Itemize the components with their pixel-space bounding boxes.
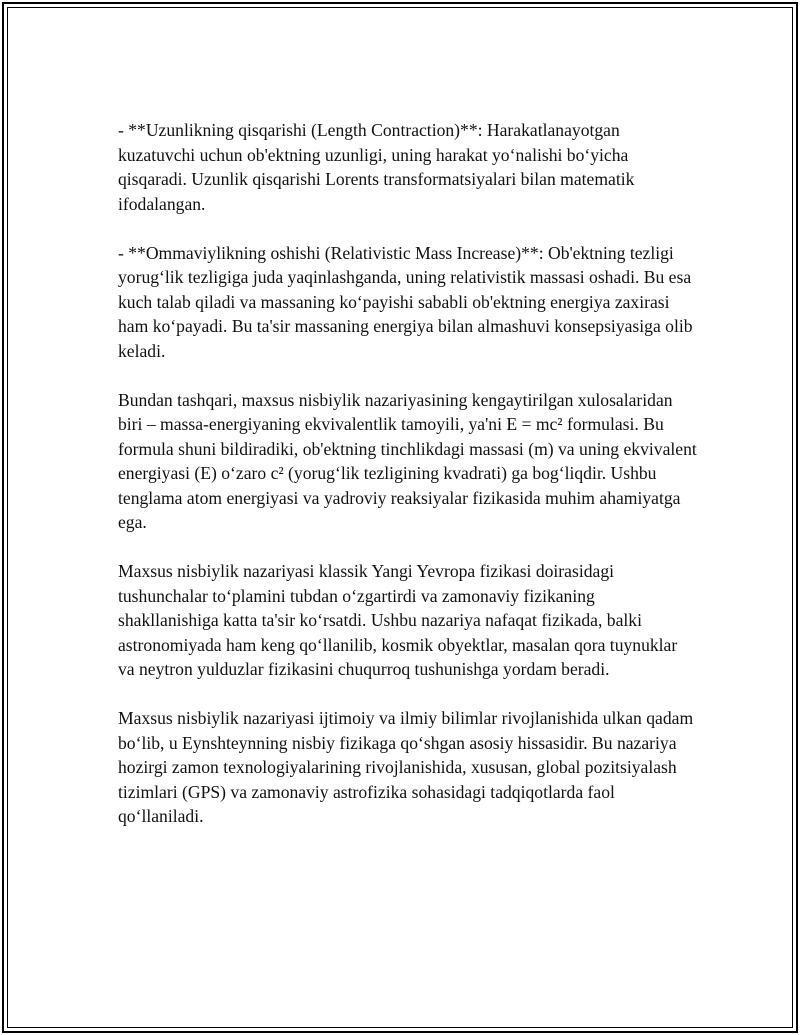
paragraph-mass-energy-equivalence: Bundan tashqari, maxsus nisbiylik nazariyasining kengaytirilgan xulosalaridan biri – massa-energiyaning ekvivalentlik tamoyili, ya'ni E = mc² formulasi. Bu formula shuni bildiradiki, ob'ektning tinchlikdagi massasi (m) va uning ekvivalent energiyasi (E) o‘zaro c² (yorug‘lik tezligining kvadrati) ga bog‘liqdir. Ushbu tenglama atom energiyasi va yadroviy reaksiyalar fizikasida muhim ahamiyatga ega. [118, 389, 697, 532]
paragraph-length-contraction: - **Uzunlikning qisqarishi (Length Contraction)**: Harakatlanayotgan kuzatuvchi uchun ob'ektning uzunligi, uning harakat yo‘nalishi bo‘yicha qisqaradi. Uzunlik qisqarishi Lorents transformatsiyalari bilan matematik ifodalangan. [118, 120, 635, 214]
paragraph-impact-on-physics: Maxsus nisbiylik nazariyasi klassik Yangi Yevropa fizikasi doirasidagi tushunchalar to‘plamini tubdan o‘zgartirdi va zamonaviy fizikaning shakllanishiga katta ta'sir ko‘rsatdi. Ushbu nazariya nafaqat fizikada, balki astronomiyada ham keng qo‘llanilib, kosmik obyektlar, masalan qora tuynuklar va neytron yulduzlar fizikasini chuqurroq tushunishga yordam beradi. [118, 561, 678, 679]
paragraph-applications: Maxsus nisbiylik nazariyasi ijtimoiy va ilmiy bilimlar rivojlanishida ulkan qadam bo‘lib, u Eynshteynning nisbiy fizikaga qo‘shgan asosiy hissasidir. Bu nazariya hozirgi zamon texnologiyalarining rivojlanishida, xususan, global pozitsiyalash tizimlari (GPS) va zamonaviy astrofizika sohasidagi tadqiqotlarda faol qo‘llaniladi. [118, 708, 694, 826]
document-body [118, 118, 698, 853]
paragraph-relativistic-mass: - **Ommaviylikning oshishi (Relativistic Mass Increase)**: Ob'ektning tezligi yorug‘lik tezligiga juda yaqinlashganda, uning relativistik massasi oshadi. Bu esa kuch talab qiladi va massaning ko‘payishi sababli ob'ektning energiya zaxirasi ham ko‘payadi. Bu ta'sir massaning energiya bilan almashuvi konsepsiyasiga olib keladi. [118, 242, 693, 361]
